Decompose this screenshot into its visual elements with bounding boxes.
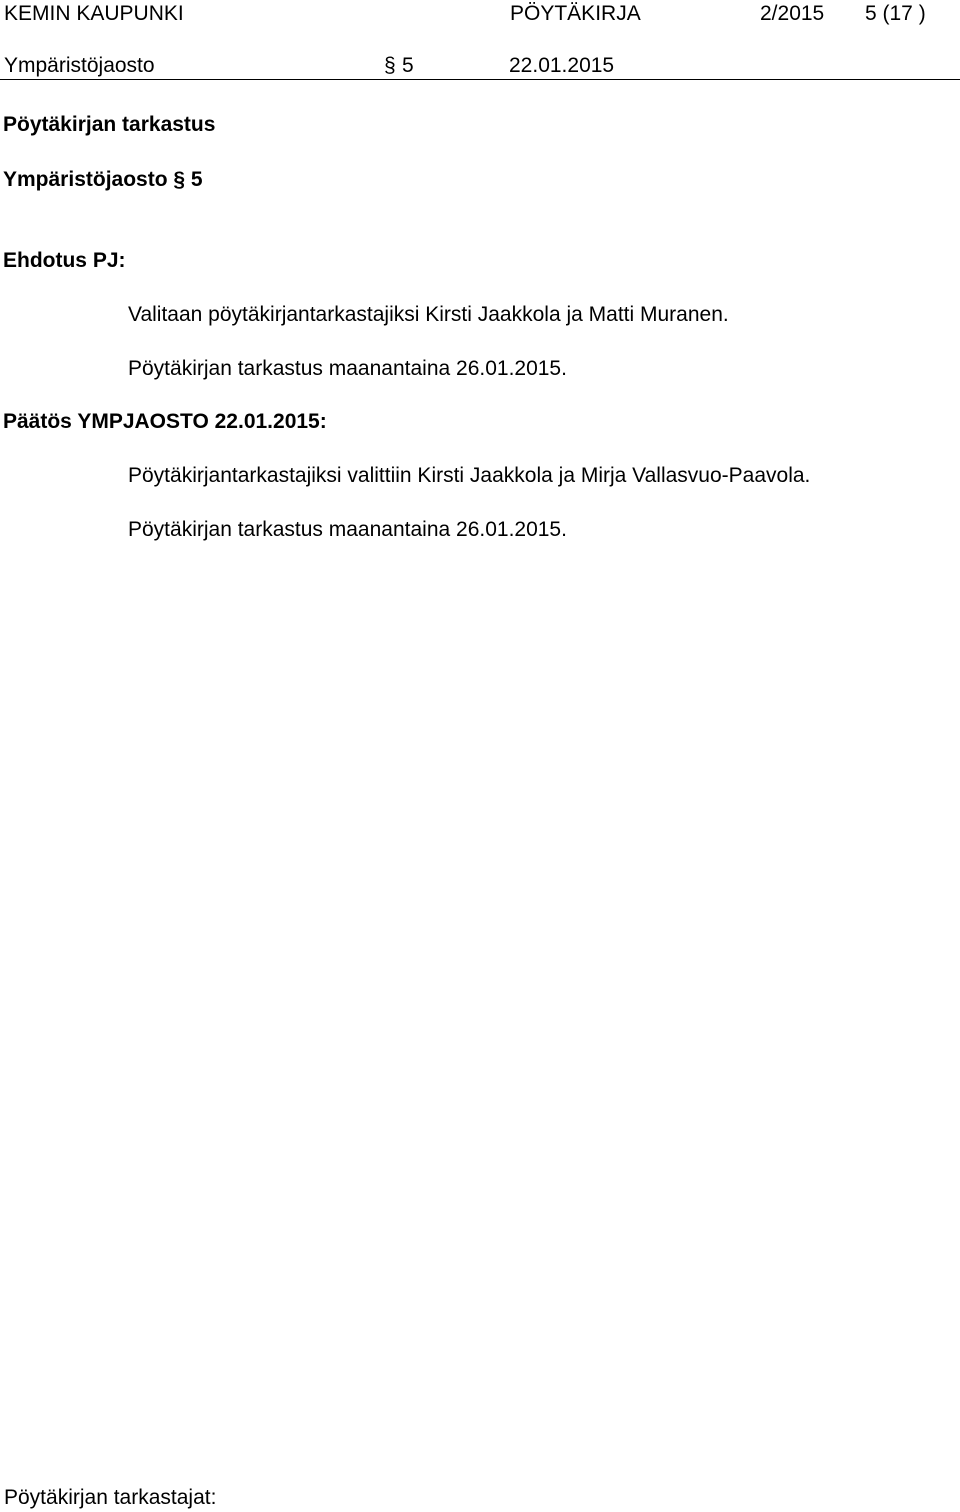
decision-review-date: Pöytäkirjan tarkastus maanantaina 26.01.2015. (128, 518, 567, 541)
section-reference (3, 168, 203, 192)
header-section-number: 5 (402, 54, 414, 77)
decision-label: Päätös YMPJAOSTO 22.01.2015: (3, 410, 327, 433)
header-section-symbol: § (384, 54, 396, 77)
reviewers-label: Pöytäkirjan tarkastajat: (4, 1486, 217, 1509)
organization-name: KEMIN KAUPUNKI (4, 2, 184, 25)
proposal-text: Valitaan pöytäkirjantarkastajiksi Kirsti Jaakkola ja Matti Muranen. (128, 303, 729, 326)
section-symbol: § (173, 168, 186, 191)
section-body: Ympäristöjaosto (3, 168, 168, 191)
page-number: 5 (17 ) (865, 2, 926, 25)
document-number: 2/2015 (760, 2, 825, 25)
page-title: Pöytäkirjan tarkastus (3, 113, 216, 136)
decision-text: Pöytäkirjantarkastajiksi valittiin Kirsti Jaakkola ja Mirja Vallasvuo-Paavola. (128, 464, 811, 487)
header-body-name: Ympäristöjaosto (4, 54, 155, 77)
proposal-review-date: Pöytäkirjan tarkastus maanantaina 26.01.2015. (128, 357, 567, 380)
header-divider (0, 79, 960, 80)
document-type: PÖYTÄKIRJA (510, 2, 641, 25)
proposal-label: Ehdotus PJ: (3, 249, 126, 272)
header-date: 22.01.2015 (509, 54, 615, 77)
section-number: 5 (190, 168, 203, 191)
